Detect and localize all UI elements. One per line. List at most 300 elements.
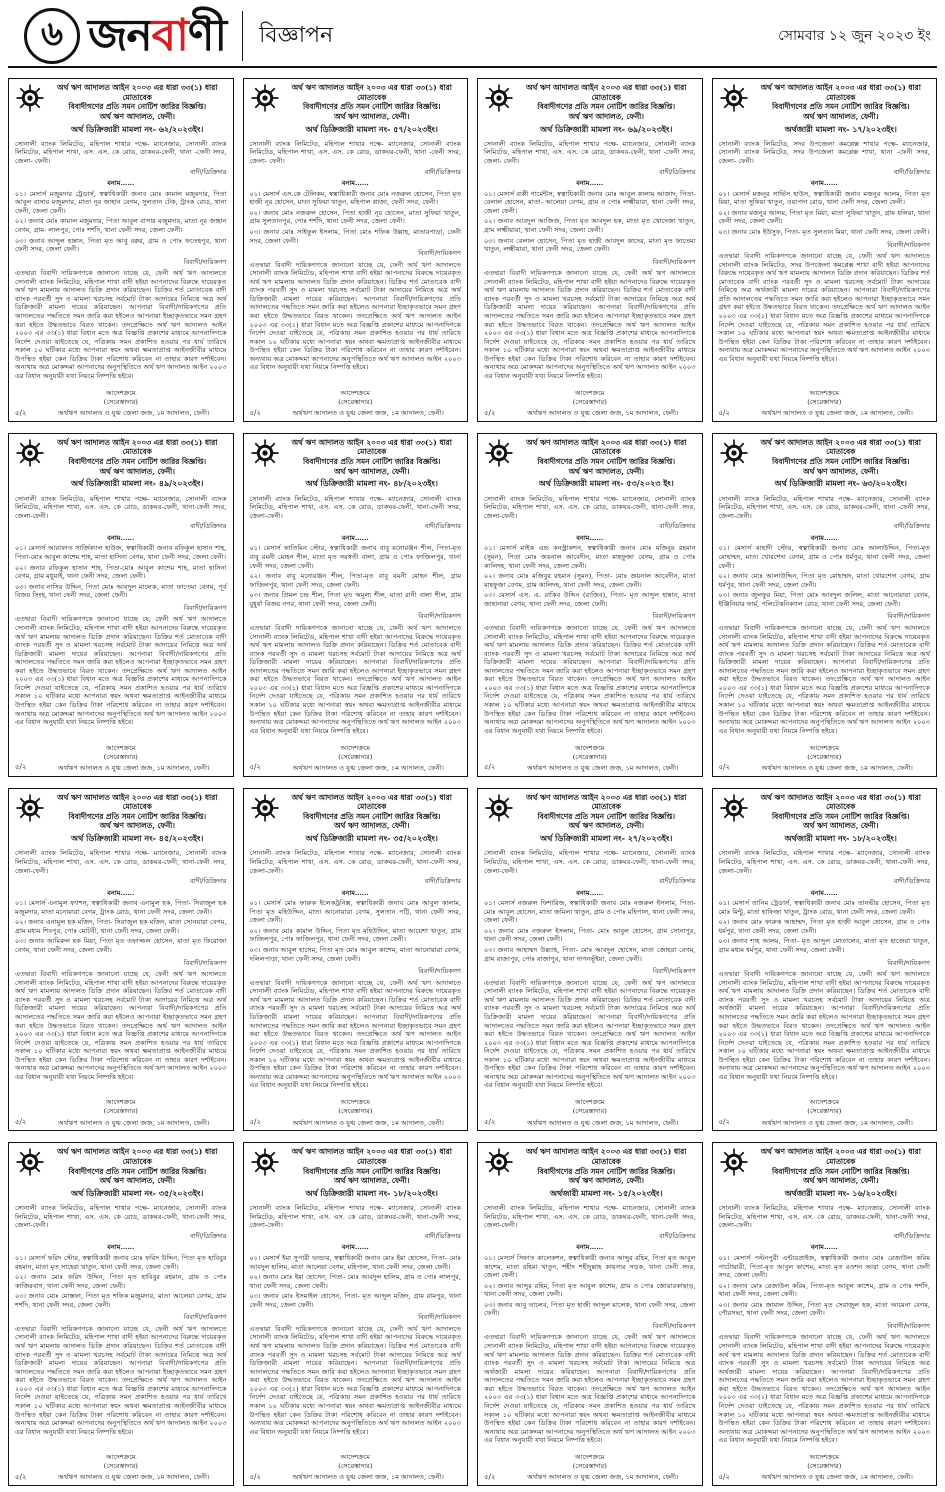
notice-versus: বনাম...... [576, 533, 604, 542]
notice-card [477, 78, 703, 422]
notice-court: অর্থ ঋণ আদালত, ফেনী। [568, 1176, 644, 1186]
notice-court: অর্থ ঋণ আদালত, ফেনী। [334, 466, 410, 476]
notice-card [712, 788, 938, 1132]
notice-defendant-line: ০২। জনাব মোঃ আলাউদ্দিন, পিতা মৃত মোহাম্মদ, মাতা খোরশেদা বেগম, গ্রাম ধর্মপুর, থানা ফেনী সদর, জেলা ফেনী। [718, 572, 930, 589]
notice-case-number: অর্থ ডিক্রিজারী মামলা নং- ১৮/২০২৩ইং। [305, 1187, 438, 1198]
notice-case-number: অর্থ ডিক্রিজারী মামলা নং- ৫৭/২০২৩ইং। [305, 123, 438, 134]
notice-subject: বিবাদীগণের প্রতি সমন নোটিশ জারির বিজ্ঞপ্তি। [68, 457, 206, 466]
notice-defendants [15, 899, 227, 956]
notice-footer [250, 763, 462, 772]
court-emblem-icon [250, 1147, 280, 1177]
notice-signature [719, 744, 931, 762]
notice-case-number: অর্থ ডিক্রিজারী মামলা নং- ৪৯/২০২৩ইং। [71, 478, 204, 489]
notice-subject: বিবাদীগণের প্রতি সমন নোটিশ জারির বিজ্ঞপ্তি। [772, 102, 910, 112]
notice-law: অর্থ ঋণ আদালত আইন ২০০৩ এর ধারা ৩৩(১) ধারা মোতাবেক [526, 83, 687, 102]
notice-defendants [719, 899, 931, 956]
notice-court: অর্থ ঋণ আদালত, ফেনী। [803, 111, 879, 121]
notice-case-number: অর্থ ডিক্রিজারী মামলা নং- ২৭/২০২৩ইং। [540, 833, 673, 843]
notice-sign-clerk: (সেরেস্তাদার) [338, 1462, 373, 1471]
notice-subject: বিবাদীগণের প্রতি সমন নোটিশ জারির বিজ্ঞপ্তি। [303, 102, 441, 112]
notice-judge: অর্থঋণ আদালত ও যুগ্ম জেলা জজ, ১ম আদালত, ফেনী। [292, 1473, 444, 1482]
court-emblem-icon [719, 83, 749, 113]
notice-footer [719, 1473, 931, 1482]
notice-subject: বিবাদীগণের প্রতি সমন নোটিশ জারির বিজ্ঞপ্তি। [537, 102, 675, 112]
notice-versus: বনাম...... [810, 179, 838, 188]
notice-body: এতদ্বারা বিবাদী দায়িকগণকে জানানো যাচ্ছে যে, ফেনী অর্থ ঋণ আদালতে সোনালী ব্যাংক লিমিটেড, মহিপাল শাখা বাদী হইয়া আপনাদের বিরুদ্ধে দায়েরকৃত অর্থ ঋণ মামলায় আদালত ডিক্রি প্রদান করিয়াছেন। ডিক্রির শর্ত মোতাবেক বাদী ব্যাংক পরবর্তী সুদ ও মামলা খরচসহ সর্বমোট টাকা আদায়ের নিমিত্তে অত্র অর্থ ডিক্রিজারী মামলা দায়ের করিয়াছেন। আপনারা বিবাদী/দায়িকগণের প্রতি আদালতের পদ্ধতিতে সমন জারি করা হইলেও আপনারা ইচ্ছাকৃতভাবে সমন গ্রহণ করা হইতে উদ্ধতভাবে বিরত থাকেন। তদপ্রেক্ষিতে অর্থ ঋণ আদালত আইন ২০০৩ এর ৩৩(১) ধারা বিধান মতে অত্র বিজ্ঞপ্তি প্রকাশের মাধ্যমে আপনাদিগকে নির্দেশ দেওয়া যাইতেছে যে, পত্রিকায় সমন প্রকাশিত হওয়ার পর ধার্য তারিখে সকাল ১০ ঘটিকার মধ্যে আপনারা স্বয়ং অথবা ক্ষমতাপ্রাপ্ত আইনজীবীর মাধ্যমে উপস্থিত হইয়া কেন ডিক্রির টাকা পরিশোধ করিবেন না তাহার কারণ দর্শাইবেন। অন্যথায় অত্র মোকদ্দমা আপনাদের অনুপস্থিতিতে অর্থ ঋণ আদালত আইন ২০০৩ এর বিধান অনুযায়ী যথা নিয়মে নিষ্পত্তি হইবে। [484, 623, 696, 735]
notice-defendants [484, 190, 696, 256]
notice-sign-clerk: (সেরেস্তাদার) [103, 1462, 138, 1471]
notice-subject: বিবাদীগণের প্রতি সমন নোটিশ জারির বিজ্ঞপ্তি। [303, 811, 441, 821]
notice-header [484, 83, 696, 134]
notice-plaintiff-role: বাদী/ডিক্রিদার [190, 1231, 227, 1240]
notice-titles [48, 83, 227, 134]
notice-court: অর্থ ঋণ আদালত, ফেনী। [334, 821, 410, 831]
notice-case-number: অর্থ ডিক্রিজারী মামলা নং- ৬২/২০২৩ইং। [71, 123, 204, 134]
court-emblem-icon [484, 793, 514, 823]
notice-defendants [484, 899, 696, 965]
notice-body: এতদ্বারা বিবাদী দায়িকগণকে জানানো যাচ্ছে যে, ফেনী অর্থ ঋণ আদালতে সোনালী ব্যাংক লিমিটেড, মহিপাল শাখা বাদী হইয়া আপনাদের বিরুদ্ধে দায়েরকৃত অর্থ ঋণ মামলায় আদালত ডিক্রি প্রদান করিয়াছেন। ডিক্রির শর্ত মোতাবেক বাদী ব্যাংক পরবর্তী সুদ ও মামলা খরচসহ সর্বমোট টাকা আদায়ের নিমিত্তে অত্র অর্থ ডিক্রিজারী মামলা দায়ের করিয়াছেন। আপনারা বিবাদী/দায়িকগণের প্রতি আদালতের পদ্ধতিতে সমন জারি করা হইলেও আপনারা ইচ্ছাকৃতভাবে সমন গ্রহণ করা হইতে উদ্ধতভাবে বিরত থাকেন। তদপ্রেক্ষিতে অর্থ ঋণ আদালত আইন ২০০৩ এর ৩৩(১) ধারা বিধান মতে অত্র বিজ্ঞপ্তি প্রকাশের মাধ্যমে আপনাদিগকে নির্দেশ দেওয়া যাইতেছে যে, পত্রিকায় সমন প্রকাশিত হওয়ার পর ধার্য তারিখে সকাল ১০ ঘটিকার মধ্যে আপনারা স্বয়ং অথবা ক্ষমতাপ্রাপ্ত আইনজীবীর মাধ্যমে উপস্থিত হইয়া কেন ডিক্রির টাকা পরিশোধ করিবেন না তাহার কারণ দর্শাইবেন। অন্যথায় অত্র মোকদ্দমা আপনাদের অনুপস্থিতিতে অর্থ ঋণ আদালত আইন ২০০৩ এর বিধান অনুযায়ী যথা নিয়মে নিষ্পত্তি হইবে। [718, 623, 930, 735]
notice-body: এতদ্বারা বিবাদী দায়িকগণকে জানানো যাচ্ছে যে, ফেনী অর্থ ঋণ আদালতে সোনালী ব্যাংক লিমিটেড, মহিপাল শাখা বাদী হইয়া আপনাদের বিরুদ্ধে দায়েরকৃত অর্থ ঋণ মামলায় আদালত ডিক্রি প্রদান করিয়াছেন। ডিক্রির শর্ত মোতাবেক বাদী ব্যাংক পরবর্তী সুদ ও মামলা খরচসহ সর্বমোট টাকা আদায়ের নিমিত্তে অত্র অর্থজারী মামলা দায়ের করিয়াছেন। আপনারা বিবাদী/দায়িকগণের প্রতি আদালতের পদ্ধতিতে সমন জারি করা হইলেও আপনারা ইচ্ছাকৃতভাবে সমন গ্রহণ করা হইতে উদ্ধতভাবে বিরত থাকেন। তদপ্রেক্ষিতে অর্থ ঋণ আদালত আইন ২০০৩ এর ৩৩(১) ধারা বিধান মতে অত্র বিজ্ঞপ্তি প্রকাশের মাধ্যমে আপনাদিগকে নির্দেশ দেওয়া যাইতেছে যে, পত্রিকায় সমন প্রকাশিত হওয়ার পর ধার্য তারিখে সকাল ১০ ঘটিকার মধ্যে আপনারা স্বয়ং অথবা ক্ষমতাপ্রাপ্ত আইনজীবীর মাধ্যমে উপস্থিত হইয়া কেন ডিক্রির টাকা পরিশোধ করিবেন না তাহার কারণ দর্শাইবেন। অন্যথায় অত্র মোকদ্দমা আপনাদের অনুপস্থিতিতে অর্থ ঋণ আদালত আইন ২০০৩ এর বিধান অনুযায়ী যথা নিয়মে নিষ্পত্তি হইবে। [718, 970, 930, 1081]
notice-defendants [250, 544, 462, 610]
court-emblem-icon [15, 438, 45, 468]
notice-defendant-role: বিবাদী/দায়িকগণ [418, 612, 461, 621]
notice-ad-code: ৫/২ [15, 408, 27, 417]
notice-defendant-role: বিবাদী/দায়িকগণ [183, 603, 227, 612]
notice-sign-clerk: (সেরেস্তাদার) [338, 1107, 373, 1116]
notice-defendant-role: বিবাদী/দায়িকগণ [652, 257, 696, 266]
notice-defendant-role: বিবাদী/দায়িকগণ [887, 240, 930, 249]
notice-defendant-line: ০২। জনাব রফিকুল হাসান শাহ, পিতা-মোঃ আবুল কাশেম শাহ, মাতা হাসিনা বেগম, গ্রাম মধুয়াই, থানা ফেনী সদর, জেলা ফেনী। [15, 563, 227, 581]
notice-card [712, 1142, 938, 1486]
notice-ad-code: ৫/২ [718, 763, 730, 772]
notice-defendant-line: ০৩। জনাব আমিরুল হক মিয়া, পিতা মৃত তফাজ্জল হোসেন, মাতা মৃত ফিরোজা বেগম, থানা ফেনী সদর, জেলা ফেনী। [15, 937, 227, 955]
notice-body: এতদ্বারা বিবাদী দায়িকগণকে জানানো যাচ্ছে যে, ফেনী অর্থ ঋণ আদালতে সোনালী ব্যাংক লিমিটেড, মহিপাল শাখা বাদী হইয়া আপনাদের বিরুদ্ধে দায়েরকৃত অর্থ ঋণ মামলায় আদালত ডিক্রি প্রদান করিয়াছেন। ডিক্রির শর্ত মোতাবেক বাদী ব্যাংক পরবর্তী সুদ ও মামলা খরচসহ সর্বমোট টাকা আদায়ের নিমিত্তে অত্র অর্থ ডিক্রিজারী মামলা দায়ের করিয়াছেন। আপনারা বিবাদী/দায়িকগণের প্রতি আদালতের পদ্ধতিতে সমন জারি করা হইলেও আপনারা ইচ্ছাকৃতভাবে সমন গ্রহণ করা হইতে উদ্ধতভাবে বিরত থাকেন। তদপ্রেক্ষিতে অর্থ ঋণ আদালত আইন ২০০৩ এর ৩৩(১) ধারা বিধান মতে অত্র বিজ্ঞপ্তি প্রকাশের মাধ্যমে আপনাদিগকে নির্দেশ দেওয়া যাইতেছে যে, পত্রিকায় সমন প্রকাশিত হওয়ার পর ধার্য তারিখে সকাল ১০ ঘটিকার মধ্যে আপনারা স্বয়ং অথবা ক্ষমতাপ্রাপ্ত আইনজীবীর মাধ্যমে উপস্থিত হইয়া কেন ডিক্রির টাকা পরিশোধ করিবেন না তাহার কারণ দর্শাইবেন। অন্যথায় অত্র মোকদ্দমা আপনাদের অনুপস্থিতিতে অর্থ ঋণ আদালত আইন ২০০৩ এর বিধান অনুযায়ী যথা নিয়মে নিষ্পত্তি হইবে। [15, 970, 227, 1081]
notice-header [250, 438, 462, 489]
notice-sign-clerk: (সেরেস্তাদার) [807, 397, 842, 406]
notice-plaintiff-role: বাদী/ডিক্রিদার [190, 167, 227, 176]
notice-defendant-line: ০১। মেসার্স মোঃ ফারুক ইলেকট্রনিক্স, স্বত্বাধিকারী জনাব মোঃ আবুল কালাম, পিতা মৃত মহিউদ্দিন, মাতা আনোয়ারা বেগম, সুলতান পট্টি, থানা ফেনী সদর, জেলা ফেনী। [249, 899, 461, 925]
notice-defendant-line: ০২। জনাব আব্দুর রহিম, পিতা মৃত আবুল কাশেম, গ্রাম ও পোঃ জোয়ারকাছাড়, থানা ফেনী সদর, জেলা ফেনী। [484, 1281, 696, 1299]
notice-law: অর্থ ঋণ আদালত আইন ২০০৩ এর ধারা ৩৩(১) ধারা মোতাবেক [57, 83, 218, 102]
notice-defendant-role: বিবাদী/দায়িকগণ [887, 1321, 930, 1330]
notice-signature [250, 389, 462, 407]
notice-defendant-line: ০২। জনাব এনামুল হক মজিদ, পিতা- সিরাজুল হক মজিদ, মাতা সোনয়ারা বেগম, গ্রাম মধ্যম শিবপুর, পোঃ মোটবী, থানা ফেনী সদর, জেলা ফেনী। [15, 918, 227, 935]
notice-footer [250, 1473, 462, 1482]
notice-footer [484, 763, 696, 772]
notice-court: অর্থ ঋণ আদালত, ফেনী। [99, 821, 175, 831]
notice-sign-clerk: (সেরেস্তাদার) [572, 1107, 607, 1116]
notice-defendant-line: ০৩। জনাব মোঃ সাইফুল ইসলাম, পিতা মোঃ শফিক উল্লাহ, মাতারপাড়া, ফেনী সদর, জেলা ফেনী। [249, 227, 461, 245]
notice-defendant-role: বিবাদী/দায়িকগণ [887, 958, 930, 967]
notice-defendants [719, 1254, 931, 1320]
notice-sign-clerk: (সেরেস্তাদার) [807, 1107, 842, 1116]
notice-footer [250, 409, 462, 418]
notice-signature [15, 744, 227, 762]
notice-ad-code: ৫/২ [249, 763, 261, 772]
notice-judge: অর্থঋণ আদালত ও যুগ্ম জেলা জজ, ১ম আদালত, ফেনী। [527, 409, 679, 418]
notice-plaintiff-role: বাদী/ডিক্রিদার [893, 1231, 930, 1240]
notice-case-number: অর্থ ডিক্রিজারী মামলা নং- ৬৩/২০২৩ইং। [774, 478, 907, 489]
notice-court: অর্থ ঋণ আদালত, ফেনী। [99, 466, 175, 476]
notice-signature [250, 1098, 462, 1116]
notice-ad-code: ৫/২ [484, 763, 496, 772]
notice-card [243, 788, 469, 1132]
court-emblem-icon [250, 438, 280, 468]
notice-court: অর্থ ঋণ আদালত, ফেনী। [99, 1176, 175, 1186]
notice-plaintiff-role: বাদী/ডিক্রিদার [893, 877, 930, 886]
notice-law: অর্থ ঋণ আদালত আইন ২০০৩ এর ধারা ৩৩(১) ধারা মোতাবেক [291, 1147, 452, 1166]
notice-judge: অর্থঋণ আদালত ও যুগ্ম জেলা জজ, ১ম আদালত, ফেনী। [527, 1473, 679, 1482]
notice-defendant-line: ০১। মেসার্স মাইক এন্ড কনস্ট্রাকশন, স্বত্বাধিকারী জনাব মোঃ মজিবুর রহমান (সুমন), পিতা মোঃ জয়নাল আবেদীন, মাতা মাহফুজা বেগম, গ্রাম ও পোঃ কালিদহ, থানা ফেনী সদর, জেলা ফেনী। [484, 544, 696, 570]
notice-plaintiff: সোনালী ব্যাংক লিমিটেড, মহিপাল শাখার পক্ষে- ম্যানেজার, সোনালী ব্যাংক লিমিটেড, মহিপাল শাখা, এস. এস. কে রোড, ডাকঘর-ফেনী, থানা-ফেনী সদর, জেলা-ফেনী। [249, 849, 461, 875]
notice-header [719, 438, 931, 489]
notice-card [477, 433, 703, 777]
notice-versus: বনাম...... [576, 1243, 604, 1252]
notice-ad-code: ৫/২ [249, 1472, 261, 1481]
notice-defendants [15, 1254, 227, 1311]
notice-plaintiff: সোনালী ব্যাংক লিমিটেড, মহিপাল শাখার পক্ষে- ম্যানেজার, সোনালী ব্যাংক লিমিটেড, মহিপাল শাখা, এস. এস. কে রোড, ডাকঘর-ফেনী, থানা-ফেনী সদর, জেলা-ফেনী। [249, 494, 461, 520]
notice-footer [719, 409, 931, 418]
notice-court: অর্থ ঋণ আদালত, ফেনী। [568, 111, 644, 121]
notice-case-number: অর্থজারী মামলা নং- ১৮/২০২৩ইং। [784, 833, 897, 843]
notice-header [719, 1147, 931, 1198]
notice-sign-order: আদেশক্রমে [105, 1453, 136, 1462]
notice-subject: বিবাদীগণের প্রতি সমন নোটিশ জারির বিজ্ঞপ্তি। [772, 457, 910, 466]
notice-versus: বনাম...... [341, 179, 369, 188]
notice-sign-order: আদেশক্রমে [105, 388, 136, 397]
notice-defendant-line: ০১। মেসার্স নজরুল ফিশারিজ, স্বত্বাধিকারী জনাব মোঃ নজরুল ইসলাম, পিতা- মোঃ আবুল হোসেন, মাতা জমিলা খাতুন, গ্রাম ও পোঃ মহিপাল, থানা ফেনী সদর, জেলা ফেনী। [484, 899, 696, 925]
notice-plaintiff: সোনালী ব্যাংক লিমিটেড, মহিপাল শাখার পক্ষে- ম্যানেজার, সোনালী ব্যাংক লিমিটেড, মহিপাল শাখা, এস. এস. কে রোড, ডাকঘর-ফেনী, থানা-ফেনী সদর, জেলা-ফেনী। [484, 849, 696, 875]
notice-titles [283, 1147, 462, 1198]
notice-defendant-line: ০১। মেসার্স ফরিদ স্টোর, স্বত্বাধিকারী জনাব মোঃ ফরিদ উদ্দিন, পিতা মৃত হাবিবুর রহমান, মাতা মৃত সাহেরা খাতুন, থানা ফেনী সদর, জেলা ফেনী। [15, 1253, 227, 1271]
notice-footer [484, 1118, 696, 1127]
notice-court: অর্থ ঋণ আদালত, ফেনী। [99, 111, 175, 121]
notice-plaintiff-role: বাদী/ডিক্রিদার [190, 877, 227, 886]
notice-footer [15, 763, 227, 772]
notice-ad-code: ৫/২ [249, 408, 261, 417]
court-emblem-icon [15, 83, 45, 113]
notice-judge: অর্থঋণ আদালত ও যুগ্ম জেলা জজ, ১ম আদালত, ফেনী। [58, 763, 210, 772]
notice-law: অর্থ ঋণ আদালত আইন ২০০৩ এর ধারা ৩৩(১) ধারা মোতাবেক [291, 437, 452, 457]
notice-ad-code: ৫/২ [718, 408, 730, 417]
notice-plaintiff-role: বাদী/ডিক্রিদার [424, 1231, 461, 1240]
notice-defendant-line: ০৩। জনাব মোঃ মোস্তফা, পিতা মৃত শফিক মজুমদার, মাতা আলেয়া বেগম, গ্রাম শর্শদি, থানা ফেনী সদর, জেলা ফেনী। [15, 1292, 227, 1309]
notice-plaintiff-role: বাদী/ডিক্রিদার [893, 522, 930, 531]
notice-judge: অর্থঋণ আদালত ও যুগ্ম জেলা জজ, ১ম আদালত, ফেনী। [58, 1473, 210, 1482]
notice-plaintiff-role: বাদী/ডিক্রিদার [424, 522, 461, 531]
notice-ad-code: ৫/২ [15, 763, 27, 772]
notice-ad-code: ৫/২ [15, 1118, 27, 1127]
notice-versus: বনাম...... [576, 888, 604, 897]
notice-case-number: অর্থ ডিক্রিজারী মামলা নং- ৪৮/২০২৩ইং। [305, 478, 438, 489]
notice-law: অর্থ ঋণ আদালত আইন ২০০৩ এর ধারা ৩৩(১) ধারা মোতাবেক [760, 437, 921, 457]
notice-header [250, 83, 462, 134]
notice-defendant-line: ০১। মেসার্স পল্টনপুরী এন্টারপ্রাইজ, স্বত্বাধিকারী জনাব মোঃ রেজাউল করিম পাটোয়ারী, পিতা-মৃত আবুল কাশেম, মাতা মৃত রওশন আরা বেগম, থানা ফেনী সদর, জেলা ফেনী। [718, 1253, 930, 1280]
notice-signature [250, 1453, 462, 1471]
notice-defendants [719, 544, 931, 610]
notice-defendant-line: ০২। জনাব মোঃ রেজাউল করিম, পিতা-মৃত আবুল কাশেম, গ্রাম ও পোঃ শর্শদি, থানা ফেনী সদর, জেলা ফেনী। [718, 1281, 930, 1299]
notice-signature [15, 389, 227, 407]
notice-defendant-line: ০৩। জনাব আবু তালেব, পিতা মৃত হাজী আব্দুল মালেক, থানা ফেনী সদর, জেলা ফেনী। [484, 1300, 696, 1318]
notice-versus: বনাম...... [341, 533, 369, 542]
notice-subject: বিবাদীগণের প্রতি সমন নোটিশ জারির বিজ্ঞপ্তি। [68, 102, 206, 112]
notice-judge: অর্থঋণ আদালত ও যুগ্ম জেলা জজ, ১ম আদালত, ফেনী। [292, 409, 444, 418]
notice-defendant-line: ০১। মেসার্স মজনুর সার্ভিস হাউস, স্বত্বাধিকারী জনাব মজনুর আলম, পিতা মৃত মিয়া, মাতা সুফিয়া খাতুন, ওয়াপদা রোড, থানা ফেনী সদর, জেলা ফেনী। [718, 189, 930, 207]
notice-defendant-line: ০৩। জনাব বেলাল হোসেন, পিতা মৃত হাজী আবদুল কাদের, মাতা মৃত ফাতেমা খাতুন, লক্ষ্মীয়ারা, থানা ফেনী সদর, জেলা ফেনী। [484, 236, 696, 254]
notice-ad-code: ৫/২ [718, 1472, 730, 1481]
notice-subject: বিবাদীগণের প্রতি সমন নোটিশ জারির বিজ্ঞপ্তি। [303, 1166, 441, 1176]
notice-defendant-line: ০২। জনাব মোঃ ফারুক আহাম্মদ, পিতা মৃত হাজী আবুল হোসেন, গ্রাম ও পোঃ ধর্মপুর, থানা ফেনী সদর, জেলা ফেনী। [718, 918, 930, 935]
notice-footer [719, 763, 931, 772]
notice-titles [283, 793, 462, 844]
notice-defendant-line: ০৩। জনাব মোঃ ইসমাইল হোসেন, পিতা- মৃত আব্দুল মজিদ, গ্রাম রামপুর, থানা ফেনী সদর, জেলা ফেনী। [249, 1292, 461, 1309]
notice-body: এতদ্বারা বিবাদী দায়িকগণকে জানানো যাচ্ছে যে, ফেনী অর্থ ঋণ আদালতে সোনালী ব্যাংক লিমিটেড, মহিপাল শাখা বাদী হইয়া আপনাদের বিরুদ্ধে দায়েরকৃত অর্থ ঋণ মামলায় আদালত ডিক্রি প্রদান করিয়াছেন। ডিক্রির শর্ত মোতাবেক বাদী ব্যাংক পরবর্তী সুদ ও মামলা খরচসহ সর্বমোট টাকা আদায়ের নিমিত্তে অত্র অর্থ ডিক্রিজারী মামলা দায়ের করিয়াছেন। আপনারা বিবাদী/দায়িকগণের প্রতি আদালতের পদ্ধতিতে সমন জারি করা হইলেও আপনারা ইচ্ছাকৃতভাবে সমন গ্রহণ করা হইতে উদ্ধতভাবে বিরত থাকেন। তদপ্রেক্ষিতে অর্থ ঋণ আদালত আইন ২০০৩ এর ৩৩(১) ধারা বিধান মতে অত্র বিজ্ঞপ্তি প্রকাশের মাধ্যমে আপনাদিগকে নির্দেশ দেওয়া যাইতেছে যে, পত্রিকায় সমন প্রকাশিত হওয়ার পর ধার্য তারিখে সকাল ১০ ঘটিকার মধ্যে আপনারা স্বয়ং অথবা ক্ষমতাপ্রাপ্ত আইনজীবীর মাধ্যমে উপস্থিত হইয়া কেন ডিক্রির টাকা পরিশোধ করিবেন না তাহার কারণ দর্শাইবেন। অন্যথায় অত্র মোকদ্দমা আপনাদের অনুপস্থিতিতে অর্থ ঋণ আদালত আইন ২০০৩ এর বিধান অনুযায়ী যথা নিয়মে নিষ্পত্তি হইবে। [484, 269, 696, 380]
notice-defendants [719, 190, 931, 239]
notice-defendant-line: ০৩। জনাব মোঃ ইউসুফ, পিতা- মৃত সুলতান মিয়া, থানা ফেনী সদর, জেলা ফেনী। [718, 227, 930, 236]
newspaper-logo[interactable] [88, 10, 227, 61]
notice-law: অর্থ ঋণ আদালত আইন ২০০৩ এর ধারা ৩৩(১) ধারা মোতাবেক [526, 1147, 687, 1166]
notice-versus: বনাম...... [107, 888, 135, 897]
notice-case-number: অর্থ ডিক্রিজারী মামলা নং- ৪৫/২০২৩ইং। [71, 833, 204, 843]
notice-card [8, 78, 234, 422]
notice-versus: বনাম...... [810, 533, 838, 542]
notice-footer [484, 1473, 696, 1482]
notice-subject: বিবাদীগণের প্রতি সমন নোটিশ জারির বিজ্ঞপ্তি। [537, 457, 675, 466]
notice-law: অর্থ ঋণ আদালত আইন ২০০৩ এর ধারা ৩৩(১) ধারা মোতাবেক [291, 83, 452, 102]
notice-sign-order: আদেশক্রমে [809, 1098, 840, 1107]
notice-sign-order: আদেশক্রমে [574, 1098, 605, 1107]
notice-grid [8, 78, 937, 1486]
notice-law: অর্থ ঋণ আদালত আইন ২০০৩ এর ধারা ৩৩(১) ধারা মোতাবেক [760, 1147, 921, 1166]
notice-sign-clerk: (সেরেস্তাদার) [103, 1107, 138, 1116]
notice-ad-code: ৫/২ [484, 408, 496, 417]
notice-subject: বিবাদীগণের প্রতি সমন নোটিশ জারির বিজ্ঞপ্তি। [303, 457, 441, 466]
notice-ad-code: ৫/২ [15, 1472, 27, 1481]
notice-versus: বনাম...... [341, 1243, 369, 1252]
notice-signature [250, 744, 462, 762]
notice-defendant-role: বিবাদী/দায়িকগণ [418, 1313, 461, 1322]
notice-signature [719, 1453, 931, 1471]
notice-plaintiff-role: বাদী/ডিক্রিদার [190, 522, 227, 531]
notice-defendants [484, 1254, 696, 1320]
notice-titles [752, 83, 931, 134]
notice-law: অর্থ ঋণ আদালত আইন ২০০৩ এর ধারা ৩৩(১) ধারা মোতাবেক [57, 437, 218, 457]
notice-versus: বনাম...... [107, 179, 135, 188]
notice-defendant-line: ০২। জনাব মোঃ মজিবুর রহমান (সুমন), পিতা- মোঃ জয়নাল আবেদীন, মাতা মাহফুজা বেগম, গ্রাম কালিদহ, থানা ফেনী সদর, জেলা ফেনী। [484, 572, 696, 589]
notice-court: অর্থ ঋণ আদালত, ফেনী। [803, 1176, 879, 1186]
notice-plaintiff-role: বাদী/ডিক্রিদার [424, 877, 461, 886]
notice-sign-order: আদেশক্রমে [574, 388, 605, 397]
notice-ad-code: ৫/২ [484, 1118, 496, 1127]
notice-case-number: অর্থজারী মামলা নং- ১৭/২০২৩ইং। [784, 123, 897, 134]
notice-versus: বনাম...... [576, 179, 604, 188]
notice-ad-code: ৫/২ [249, 1118, 261, 1127]
notice-plaintiff: সোনালী ব্যাংক লিমিটেড, মহিপাল শাখার পক্ষে- ম্যানেজার, সোনালী ব্যাংক লিমিটেড, মহিপাল শাখা, এস. এস. কে রোড, ডাকঘর-ফেনী, থানা-ফেনী সদর, জেলা-ফেনী। [15, 1204, 227, 1230]
notice-defendant-line: ০৩। মেসার্স এস. এ. রাকিব উদ্দিন (রাজিব), পিতা- মৃত আব্দুল হান্নান, মাতা জাহানারা বেগম, থানা ফেনী সদর, জেলা ফেনী। [484, 591, 696, 608]
notice-defendant-line: ০১। মেসার্স ইমা সুপারী ভান্ডার, স্বত্বাধিকারী জনাব মোঃ ইমা হোসেন, পিতা- মোঃ আবদুল হালিম, মাতা আলেয়া বেগম, মহিপাল, থানা ফেনী সদর, জেলা ফেনী। [249, 1253, 461, 1271]
masthead-divider [242, 11, 243, 61]
notice-card [243, 78, 469, 422]
notice-footer [15, 1118, 227, 1127]
page-number: ৬ [24, 8, 80, 64]
notice-titles [752, 438, 931, 489]
notice-judge: অর্থঋণ আদালত ও যুগ্ম জেলা জজ, ১ম আদালত, ফেনী। [527, 1118, 679, 1127]
notice-defendant-role: বিবাদী/দায়িকগণ [418, 967, 461, 976]
notice-titles [517, 1147, 696, 1198]
notice-defendant-role: বিবাদী/দায়িকগণ [652, 967, 696, 976]
notice-defendant-line: ০২। জনাব আবদুল আজিজ, পিতা মৃত আবদুল হক, মাতা মৃত খোদেজা খাতুন, গ্রাম লক্ষ্মীয়ারা, থানা ফেনী সদর, জেলা ফেনী। [484, 217, 696, 234]
court-emblem-icon [250, 793, 280, 823]
notice-header [484, 793, 696, 844]
notice-case-number: অর্থজারী মামলা নং- ১৬/২০২৩ইং। [784, 1187, 897, 1198]
court-emblem-icon [719, 1147, 749, 1177]
notice-defendant-line: ০৩। জনাব নাসির উদ্দিন, পিতা মোঃ আবদুল মালেক, মাতা ফাতেমা বেগম, পূর্ব বিজয় সিংহ, থানা ফেনী সদর, জেলা ফেনী। [15, 582, 227, 600]
notice-judge: অর্থঋণ আদালত ও যুগ্ম জেলা জজ, ১ম আদালত, ফেনী। [527, 763, 679, 772]
notice-defendant-line: ০৩। জনাব প্রিমল চন্দ্র শীল, পিতা মৃত অমূল্য শীল, মাতা রানী বালা শীল, গ্রাম বুধুর্য়া বিজয় নগর, থানা ফেনী সদর, জেলা ফেনী। [249, 591, 461, 608]
notice-header [719, 83, 931, 134]
notice-defendant-line: ০১। মেসার্স মাহাদী স্টোর, স্বত্বাধিকারী জনাব মোঃ আলাউদ্দিন, পিতা-মৃত মোহাম্মদ, মাতা খোরশেদা বেগম, গ্রাম ও পোঃ ধর্মপুর, থানা ফেনী সদর, জেলা ফেনী। [718, 544, 930, 570]
notice-titles [48, 793, 227, 844]
notice-plaintiff: সোনালী ব্যাংক লিমিটেড, মহিপাল শাখার পক্ষে- ম্যানেজার, সোনালী ব্যাংক লিমিটেড, মহিপাল শাখা, এস. এস. কে রোড, ডাকঘর-ফেনী, থানা -ফেনী সদর, জেলা- ফেনী। [484, 139, 696, 166]
notice-law: অর্থ ঋণ আদালত আইন ২০০৩ এর ধারা ৩৩(১) ধারা মোতাবেক [526, 792, 687, 812]
notice-sign-clerk: (সেরেস্তাদার) [807, 752, 842, 761]
notice-defendant-role: বিবাদী/দায়িকগণ [652, 612, 696, 621]
notice-card [8, 788, 234, 1132]
notice-case-number: অর্থ ডিক্রিজারী মামলা নং- ৩৫/২০২৩ইং। [305, 833, 438, 843]
notice-sign-order: আদেশক্রমে [340, 1453, 371, 1462]
notice-signature [719, 1098, 931, 1116]
notice-signature [484, 744, 696, 762]
notice-defendants [250, 899, 462, 965]
notice-titles [283, 83, 462, 134]
notice-judge: অর্থঋণ আদালত ও যুগ্ম জেলা জজ, ১ম আদালত, ফেনী। [292, 763, 444, 772]
notice-defendant-line: ০১। মেসার্স আরাফাত সার্জিক্যাল হাউজ, স্বত্বাধিকারী জনাব রফিকুল হাসান শাহ, পিতা-মোঃ আবুল কাশেম শাহ, মাতা হাসিনা বেগম, থানা ফেনী সদর, জেলা ফেনী। [15, 544, 227, 562]
notice-versus: বনাম...... [810, 888, 838, 897]
notice-sign-order: আদেশক্রমে [809, 388, 840, 397]
notice-sign-order: আদেশক্রমে [340, 388, 371, 397]
notice-defendant-line: ০২। জনাব মোঃ ফরিদ উদ্দিন, পিতা মৃত হাবিবুর রহমান, গ্রাম ও পোঃ কাজিরবাগ, থানা ফেনী সদর, জেলা ফেনী। [15, 1273, 227, 1290]
notice-law: অর্থ ঋণ আদালত আইন ২০০৩ এর ধারা ৩৩(১) ধারা মোতাবেক [57, 792, 218, 812]
logo-suffix: াণী [187, 10, 227, 61]
notice-defendant-line: ০৩। জনাব আহাম্মদ উল্ল্যাহ, পিতা- মোঃ আবদুল হোসেন, মাতা জোহরা বেগম, গ্রাম রাজাপুর, পোঃ রাজাপুর, থানা দাগনভূঁইয়া, জেলা ফেনী। [484, 946, 696, 963]
notice-body: এতদ্বারা বিবাদী দায়িকগণকে জানানো যাচ্ছে যে, ফেনী অর্থ ঋণ আদালতে সোনালী ব্যাংক লিমিটেড, মহিপাল শাখা বাদী হইয়া আপনাদের বিরুদ্ধে দায়েরকৃত অর্থ ঋণ মামলায় আদালত ডিক্রি প্রদান করিয়াছেন। ডিক্রির শর্ত মোতাবেক বাদী ব্যাংক পরবর্তী সুদ ও মামলা খরচসহ সর্বমোট টাকা আদায়ের নিমিত্তে অত্র অর্থ ডিক্রিজারী মামলা দায়ের করিয়াছেন। আপনারা বিবাদী/দায়িকগণের প্রতি আদালতের পদ্ধতিতে সমন জারি করা হইলেও আপনারা ইচ্ছাকৃতভাবে সমন গ্রহণ করা হইতে উদ্ধতভাবে বিরত থাকেন। তদপ্রেক্ষিতে অর্থ ঋণ আদালত আইন ২০০৩ এর ৩৩(১) ধারা বিধান মতে অত্র বিজ্ঞপ্তি প্রকাশের মাধ্যমে আপনাদিগকে নির্দেশ দেওয়া যাইতেছে যে, পত্রিকায় সমন প্রকাশিত হওয়ার পর ধার্য তারিখে সকাল ১০ ঘটিকার মধ্যে আপনারা স্বয়ং অথবা ক্ষমতাপ্রাপ্ত আইনজীবীর মাধ্যমে উপস্থিত হইয়া কেন ডিক্রির টাকা পরিশোধ করিবেন না তাহার কারণ দর্শাইবেন। অন্যথায় অত্র মোকদ্দমা আপনাদের অনুপস্থিতিতে অর্থ ঋণ আদালত আইন ২০০৩ এর বিধান অনুযায়ী যথা নিয়মে নিষ্পত্তি হইবে। [15, 269, 227, 380]
notice-case-number: অর্থ ডিক্রিজারী মামলা নং- ৫৩/২০২৩ ইং। [538, 478, 674, 489]
masthead [8, 6, 937, 68]
notice-card [8, 433, 234, 777]
notice-sign-clerk: (সেরেস্তাদার) [572, 752, 607, 761]
notice-case-number: অর্থ ডিক্রিজারী মামলা নং- ৩৫/২০২৩ইং। [71, 1187, 204, 1198]
notice-sign-order: আদেশক্রমে [340, 1098, 371, 1107]
notice-titles [517, 793, 696, 844]
notice-plaintiff-role: বাদী/ডিক্রিদার [659, 1231, 696, 1240]
notice-plaintiff: সোনালী ব্যাংক লিমিটেড, মহিপাল শাখার পক্ষে- ম্যানেজার, সোনালী ব্যাংক লিমিটেড, মহিপাল শাখা, এস. এস. কে রোড, ডাকঘর-ফেনী, থানা-ফেনী সদর, জেলা-ফেনী। [249, 1204, 461, 1230]
notice-titles [517, 438, 696, 489]
notice-versus: বনাম...... [810, 1243, 838, 1252]
notice-header [484, 438, 696, 489]
notice-card [243, 1142, 469, 1486]
court-emblem-icon [250, 83, 280, 113]
notice-defendants [15, 190, 227, 256]
notice-sign-clerk: (সেরেস্তাদার) [572, 1462, 607, 1471]
notice-card [712, 433, 938, 777]
notice-law: অর্থ ঋণ আদালত আইন ২০০৩ এর ধারা ৩৩(১) ধারা মোতাবেক [760, 792, 921, 812]
notice-defendant-line: ০৩। জনাব আব্দুল হান্নান, পিতা মৃত আবু বক্কর, গ্রাম ও পোঃ ফতেহপুর, থানা ফেনী সদর, জেলা ফেনী। [15, 236, 227, 254]
court-emblem-icon [484, 1147, 514, 1177]
notice-defendant-line: ০১। মেসার্স এস.কে টেলিকম, স্বত্বাধিকারী জনাব মোঃ নজরুল হোসেন, পিতা মৃত হাজী নূর হোসেন, মাতা সুফিয়া খাতুন, মহিপাল প্লাজা, ফেনী সদর, ফেনী। [249, 189, 461, 207]
notice-plaintiff: সোনালী ব্যাংক লিমিটেড, মহিপাল শাখার পক্ষে- ম্যানেজার, সোনালী ব্যাংক লিমিটেড, মহিপাল শাখা, এস. এস. কে রোড, ডাকঘর-ফেনী, থানা-ফেনী সদর, জেলা-ফেনী। [484, 494, 696, 520]
notice-body: এতদ্বারা বিবাদী দায়িকগণকে জানানো যাচ্ছে যে, ফেনী অর্থ ঋণ আদালতে সোনালী ব্যাংক লিমিটেড, মহিপাল শাখা বাদী হইয়া আপনাদের বিরুদ্ধে দায়েরকৃত অর্থ ঋণ মামলায় আদালত ডিক্রি প্রদান করিয়াছেন। ডিক্রির শর্ত মোতাবেক বাদী ব্যাংক পরবর্তী সুদ ও মামলা খরচসহ সর্বমোট টাকা আদায়ের নিমিত্তে অত্র অর্থ ডিক্রিজারী মামলা দায়ের করিয়াছেন। আপনারা বিবাদী/দায়িকগণের প্রতি আদালতের পদ্ধতিতে সমন জারি করা হইলেও আপনারা ইচ্ছাকৃতভাবে সমন গ্রহণ করা হইতে উদ্ধতভাবে বিরত থাকেন। তদপ্রেক্ষিতে অর্থ ঋণ আদালত আইন ২০০৩ এর ৩৩(১) ধারা বিধান মতে অত্র বিজ্ঞপ্তি প্রকাশের মাধ্যমে আপনাদিগকে নির্দেশ দেওয়া যাইতেছে যে, পত্রিকায় সমন প্রকাশিত হওয়ার পর ধার্য তারিখে সকাল ১০ ঘটিকার মধ্যে আপনারা স্বয়ং অথবা ক্ষমতাপ্রাপ্ত আইনজীবীর মাধ্যমে উপস্থিত হইয়া কেন ডিক্রির টাকা পরিশোধ করিবেন না তাহার কারণ দর্শাইবেন। অন্যথায় অত্র মোকদ্দমা আপনাদের অনুপস্থিতিতে অর্থ ঋণ আদালত আইন ২০০৩ এর বিধান অনুযায়ী যথা নিয়মে নিষ্পত্তি হইবে। [249, 1324, 461, 1436]
notice-defendant-line: ০২। জনাব মোঃ কামাল মজুমদার, পিতা আবুল বাসার মজুমদার, মাতা নূর জাহান বেগম, গ্রাম- লালপুর, পোঃ শর্শদি, থানা ফেনী সদর, জেলা ফেনী। [15, 217, 227, 234]
notice-plaintiff-role: বাদী/ডিক্রিদার [659, 877, 696, 886]
notice-law: অর্থ ঋণ আদালত আইন ২০০৩ এর ধারা ৩৩(১) ধারা মোতাবেক [57, 1147, 218, 1166]
notice-defendant-line: ০৩। জনাব শাহ আলম, পিতা- মৃত আব্দুল মোতালেব, মাতা মৃত হাজেরা খাতুন, গ্রাম মধ্যম ধর্মপুর, থানা ফেনী সদর, জেলা ফেনী। [718, 937, 930, 955]
notice-subject: বিবাদীগণের প্রতি সমন নোটিশ জারির বিজ্ঞপ্তি। [537, 1166, 675, 1176]
notice-titles [752, 793, 931, 844]
notice-signature [484, 1453, 696, 1471]
notice-plaintiff: সোনালী ব্যাংক লিমিটেড, মহিপাল শাখার পক্ষে- ম্যানেজার, সোনালী ব্যাংক লিমিটেড, মহিপাল শাখা, এস. এস. কে রোড, ডাকঘর-ফেনী, থানা-ফেনী সদর, জেলা-ফেনী। [718, 1204, 930, 1230]
notice-header [719, 793, 931, 844]
notice-header [250, 1147, 462, 1198]
notice-plaintiff-role: বাদী/ডিক্রিদার [659, 167, 696, 176]
notice-footer [15, 409, 227, 418]
notice-signature [15, 1453, 227, 1471]
notice-defendant-line: ০৩। জনাব মোঃ জামাল উদ্দিন, পিতা মৃত সেরাজুল হক, মাতা আমেনা বেগম, পৌরসভা, থানা ফেনী সদর, জেলা ফেনী। [718, 1300, 930, 1318]
notice-court: অর্থ ঋণ আদালত, ফেনী। [568, 821, 644, 831]
notice-sign-clerk: (সেরেস্তাদার) [572, 397, 607, 406]
notice-law: অর্থ ঋণ আদালত আইন ২০০৩ এর ধারা ৩৩(১) ধারা মোতাবেক [760, 83, 921, 102]
notice-plaintiff: সোনালী ব্যাংক লিমিটেড, মহিপাল শাখার পক্ষে- ম্যানেজার, সোনালী ব্যাংক লিমিটেড, মহিপাল শাখা, এস. এস. কে রোড, ডাকঘর-ফেনী, থানা-ফেনী সদর, জেলা-ফেনী। [15, 849, 227, 875]
notice-body: এতদ্বারা বিবাদী দায়িকগণকে জানানো যাচ্ছে যে, ফেনী অর্থ ঋণ আদালতে সোনালী ব্যাংক লিমিটেড, মহিপাল শাখা বাদী হইয়া আপনাদের বিরুদ্ধে দায়েরকৃত অর্থ ঋণ মামলায় আদালত ডিক্রি প্রদান করিয়াছেন। ডিক্রির শর্ত মোতাবেক বাদী ব্যাংক পরবর্তী সুদ ও মামলা খরচসহ সর্বমোট টাকা আদায়ের নিমিত্তে অত্র অর্থ ডিক্রিজারী মামলা দায়ের করিয়াছেন। আপনারা বিবাদী/দায়িকগণের প্রতি আদালতের পদ্ধতিতে সমন জারি করা হইলেও আপনারা ইচ্ছাকৃতভাবে সমন গ্রহণ করা হইতে উদ্ধতভাবে বিরত থাকেন। তদপ্রেক্ষিতে অর্থ ঋণ আদালত আইন ২০০৩ এর ৩৩(১) ধারা বিধান মতে অত্র বিজ্ঞপ্তি প্রকাশের মাধ্যমে আপনাদিগকে নির্দেশ দেওয়া যাইতেছে যে, পত্রিকায় সমন প্রকাশিত হওয়ার পর ধার্য তারিখে সকাল ১০ ঘটিকার মধ্যে আপনারা স্বয়ং অথবা ক্ষমতাপ্রাপ্ত আইনজীবীর মাধ্যমে উপস্থিত হইয়া কেন ডিক্রির টাকা পরিশোধ করিবেন না তাহার কারণ দর্শাইবেন। অন্যথায় অত্র মোকদ্দমা আপনাদের অনুপস্থিতিতে অর্থ ঋণ আদালত আইন ২০০৩ এর বিধান অনুযায়ী যথা নিয়মে নিষ্পত্তি হইবে। [484, 978, 696, 1090]
notice-plaintiff: সোনালী ব্যাংক লিমিটেড, মহিপাল শাখার পক্ষে- ম্যানেজার, সোনালী ব্যাংক লিমিটেড, মহিপাল শাখা, এস. এস. কে রোড, ডাকঘর-ফেনী, থানা-ফেনী সদর, জেলা-ফেনী। [718, 849, 930, 875]
notice-card [712, 78, 938, 422]
notice-sign-order: আদেশক্রমে [105, 743, 136, 752]
notice-body: এতদ্বারা বিবাদী দায়িকগণকে জানানো যাচ্ছে যে, ফেনী অর্থ ঋণ আদালতে সোনালী ব্যাংক লিমিটেড, মহিপাল শাখা বাদী হইয়া আপনাদের বিরুদ্ধে দায়েরকৃত অর্থ ঋণ মামলায় আদালত ডিক্রি প্রদান করিয়াছেন। ডিক্রির শর্ত মোতাবেক বাদী ব্যাংক পরবর্তী সুদ ও মামলা খরচসহ সর্বমোট টাকা আদায়ের নিমিত্তে অত্র অর্থজারী মামলা দায়ের করিয়াছেন। আপনারা বিবাদী/দায়িকগণের প্রতি আদালতের পদ্ধতিতে সমন জারি করা হইলেও আপনারা ইচ্ছাকৃতভাবে সমন গ্রহণ করা হইতে উদ্ধতভাবে বিরত থাকেন। তদপ্রেক্ষিতে অর্থ ঋণ আদালত আইন ২০০৩ এর ৩৩(১) ধারা বিধান মতে অত্র বিজ্ঞপ্তি প্রকাশের মাধ্যমে আপনাদিগকে নির্দেশ দেওয়া যাইতেছে যে, পত্রিকায় সমন প্রকাশিত হওয়ার পর ধার্য তারিখে সকাল ১০ ঘটিকার মধ্যে আপনারা স্বয়ং অথবা ক্ষমতাপ্রাপ্ত আইনজীবীর মাধ্যমে উপস্থিত হইয়া কেন ডিক্রির টাকা পরিশোধ করিবেন না তাহার কারণ দর্শাইবেন। অন্যথায় অত্র মোকদ্দমা আপনাদের অনুপস্থিতিতে অর্থ ঋণ আদালত আইন ২০০৩ এর বিধান অনুযায়ী যথা নিয়মে নিষ্পত্তি হইবে। [484, 1333, 696, 1445]
notice-footer [15, 1473, 227, 1482]
notice-subject: বিবাদীগণের প্রতি সমন নোটিশ জারির বিজ্ঞপ্তি। [772, 811, 910, 821]
notice-subject: বিবাদীগণের প্রতি সমন নোটিশ জারির বিজ্ঞপ্তি। [537, 811, 675, 821]
notice-body: এতদ্বারা বিবাদী দায়িকগণকে জানানো যাচ্ছে যে, ফেনী অর্থ ঋণ আদালতে সোনালী ব্যাংক লিমিটেড, মহিপাল শাখা বাদী হইয়া আপনাদের বিরুদ্ধে দায়েরকৃত অর্থ ঋণ মামলায় আদালত ডিক্রি প্রদান করিয়াছেন। ডিক্রির শর্ত মোতাবেক বাদী ব্যাংক পরবর্তী সুদ ও মামলা খরচসহ সর্বমোট টাকা আদায়ের নিমিত্তে অত্র অর্থ ডিক্রিজারী মামলা দায়ের করিয়াছেন। আপনারা বিবাদী/দায়িকগণের প্রতি আদালতের পদ্ধতিতে সমন জারি করা হইলেও আপনারা ইচ্ছাকৃতভাবে সমন গ্রহণ করা হইতে উদ্ধতভাবে বিরত থাকেন। তদপ্রেক্ষিতে অর্থ ঋণ আদালত আইন ২০০৩ এর ৩৩(১) ধারা বিধান মতে অত্র বিজ্ঞপ্তি প্রকাশের মাধ্যমে আপনাদিগকে নির্দেশ দেওয়া যাইতেছে যে, পত্রিকায় সমন প্রকাশিত হওয়ার পর ধার্য তারিখে সকাল ১০ ঘটিকার মধ্যে আপনারা স্বয়ং অথবা ক্ষমতাপ্রাপ্ত আইনজীবীর মাধ্যমে উপস্থিত হইয়া কেন ডিক্রির টাকা পরিশোধ করিবেন না তাহার কারণ দর্শাইবেন। অন্যথায় অত্র মোকদ্দমা আপনাদের অনুপস্থিতিতে অর্থ ঋণ আদালত আইন ২০০৩ এর বিধান অনুযায়ী যথা নিয়মে নিষ্পত্তি হইবে। [249, 260, 461, 372]
notice-judge: অর্থঋণ আদালত ও যুগ্ম জেলা জজ, ১ম আদালত, ফেনী। [58, 1118, 210, 1127]
notice-defendant-line: ০১। মেসার্স তানিম ট্রেডার্স, স্বত্বাধিকারী জনাব মোঃ তানভীর হোসেন, পিতা মৃত মোঃ মিন্টু, মাতা হাফিজা খাতুন, ট্রাংক রোড, থানা ফেনী সদর, জেলা ফেনী। [718, 899, 930, 916]
notice-plaintiff: সোনালী ব্যাংক লিমিটেড, মহিপাল শাখার পক্ষে- ম্যানেজার, সোনালী ব্যাংক লিমিটেড, মহিপাল শাখা, এস. এস. কে রোড, ডাকঘর-ফেনী, থানা -ফেনী সদর, জেলা-ফেনী। [718, 494, 930, 520]
notice-plaintiff: সোনালী ব্যাংক লিমিটেড, মহিপাল শাখার পক্ষে- ম্যানেজার, সোনালী ব্যাংক লিমিটেড, মহিপাল শাখা, এস. এস. কে রোড, ডাকঘর-ফেনী, থানা -ফেনী সদর, জেলা- ফেনী। [15, 139, 227, 166]
notice-defendant-role: বিবাদী/দায়িকগণ [183, 958, 227, 967]
notice-defendant-role: বিবাদী/দায়িকগণ [887, 612, 930, 621]
notice-header [15, 83, 227, 134]
notice-defendant-line: ০১। মেসার্স সিফাত কালেকশন, স্বত্বাধিকারী জনাব আব্দুর রহিম, পিতা মৃত আবুল কাশেম, মাতা রহিমা খাতুন, শহীদ শহীদুল্লাহ কায়সার সড়ক, থানা ফেনী সদর, জেলা ফেনী। [484, 1253, 696, 1280]
notice-sign-order: আদেশক্রমে [809, 1453, 840, 1462]
notice-titles [517, 83, 696, 134]
notice-sign-order: আদেশক্রমে [574, 1453, 605, 1462]
notice-law: অর্থ ঋণ আদালত আইন ২০০৩ এর ধারা ৩৩(১) ধারা মোতাবেক [291, 792, 452, 812]
notice-judge: অর্থঋণ আদালত ও যুগ্ম জেলা জজ, ১ম আদালত, ফেনী। [58, 409, 210, 418]
notice-plaintiff: সোনালী ব্যাংক লিমিটেড, সদর উপজেলা কমপ্লেক্স শাখার পক্ষে- ম্যানেজার, সোনালী ব্যাংক লিমিটেড, সদর উপজেলা কমপ্লেক্স শাখা, থানা -ফেনী সদর, জেলা- ফেনী। [718, 139, 930, 166]
notice-titles [283, 438, 462, 489]
notice-body: এতদ্বারা বিবাদী দায়িকগণকে জানানো যাচ্ছে যে, ফেনী অর্থ ঋণ আদালতে সোনালী ব্যাংক লিমিটেড, মহিপাল শাখা বাদী হইয়া আপনাদের বিরুদ্ধে দায়েরকৃত অর্থ ঋণ মামলায় আদালত ডিক্রি প্রদান করিয়াছেন। ডিক্রির শর্ত মোতাবেক বাদী ব্যাংক পরবর্তী সুদ ও মামলা খরচসহ সর্বমোট টাকা আদায়ের নিমিত্তে অত্র অর্থ ডিক্রিজারী মামলা দায়ের করিয়াছেন। আপনারা বিবাদী/দায়িকগণের প্রতি আদালতের পদ্ধতিতে সমন জারি করা হইলেও আপনারা ইচ্ছাকৃতভাবে সমন গ্রহণ করা হইতে উদ্ধতভাবে বিরত থাকেন। তদপ্রেক্ষিতে অর্থ ঋণ আদালত আইন ২০০৩ এর ৩৩(১) ধারা বিধান মতে অত্র বিজ্ঞপ্তি প্রকাশের মাধ্যমে আপনাদিগকে নির্দেশ দেওয়া যাইতেছে যে, পত্রিকায় সমন প্রকাশিত হওয়ার পর ধার্য তারিখে সকাল ১০ ঘটিকার মধ্যে আপনারা স্বয়ং অথবা ক্ষমতাপ্রাপ্ত আইনজীবীর মাধ্যমে উপস্থিত হইয়া কেন ডিক্রির টাকা পরিশোধ করিবেন না তাহার কারণ দর্শাইবেন। অন্যথায় অত্র মোকদ্দমা আপনাদের অনুপস্থিতিতে অর্থ ঋণ আদালত আইন ২০০৩ এর বিধান অনুযায়ী যথা নিয়মে নিষ্পত্তি হইবে। [15, 615, 227, 727]
notice-sign-clerk: (সেরেস্তাদার) [338, 752, 373, 761]
notice-plaintiff-role: বাদী/ডিক্রিদার [659, 522, 696, 531]
notice-sign-clerk: (সেরেস্তাদার) [103, 752, 138, 761]
notice-defendant-line: ০২। জনাব মোঃ নজরুল ইসলাম, পিতা- মোঃ আবুল হোসেন, গ্রাম সোনাপুর, থানা ফেনী সদর, জেলা ফেনী। [484, 926, 696, 944]
notice-header [15, 793, 227, 844]
notice-defendant-line: ০৩। জনাব আবুল হাসেম, পিতা মৃত মোঃ আবুল কাশেম, মাতা আনোয়ারা বেগম, দলিলপাড়া, থানা ফেনী সদর, জেলা ফেনী। [249, 946, 461, 963]
notice-versus: বনাম...... [107, 533, 135, 542]
court-emblem-icon [484, 83, 514, 113]
notice-plaintiff: সোনালী ব্যাংক লিমিটেড, মহিপাল শাখার পক্ষে- ম্যানেজার, সোনালী ব্যাংক লিমিটেড, মহিপাল শাখা, এস. এস. কে রোড, ডাকঘর-ফেনী, থানা-ফেনী সদর, জেলা-ফেনী। [484, 1204, 696, 1230]
notice-court: অর্থ ঋণ আদালত, ফেনী। [803, 821, 879, 831]
notice-defendant-line: ০২। জনাব মোঃ কামাল উদ্দিন, পিতা মৃত মহিউদ্দিন, মাতা আয়েশা খাতুন, গ্রাম ফাজিলপুর, পোঃ ফাজিলপুর, থানা ফেনী সদর, জেলা ফেনী। [249, 926, 461, 944]
logo-accent: ব [151, 10, 188, 61]
